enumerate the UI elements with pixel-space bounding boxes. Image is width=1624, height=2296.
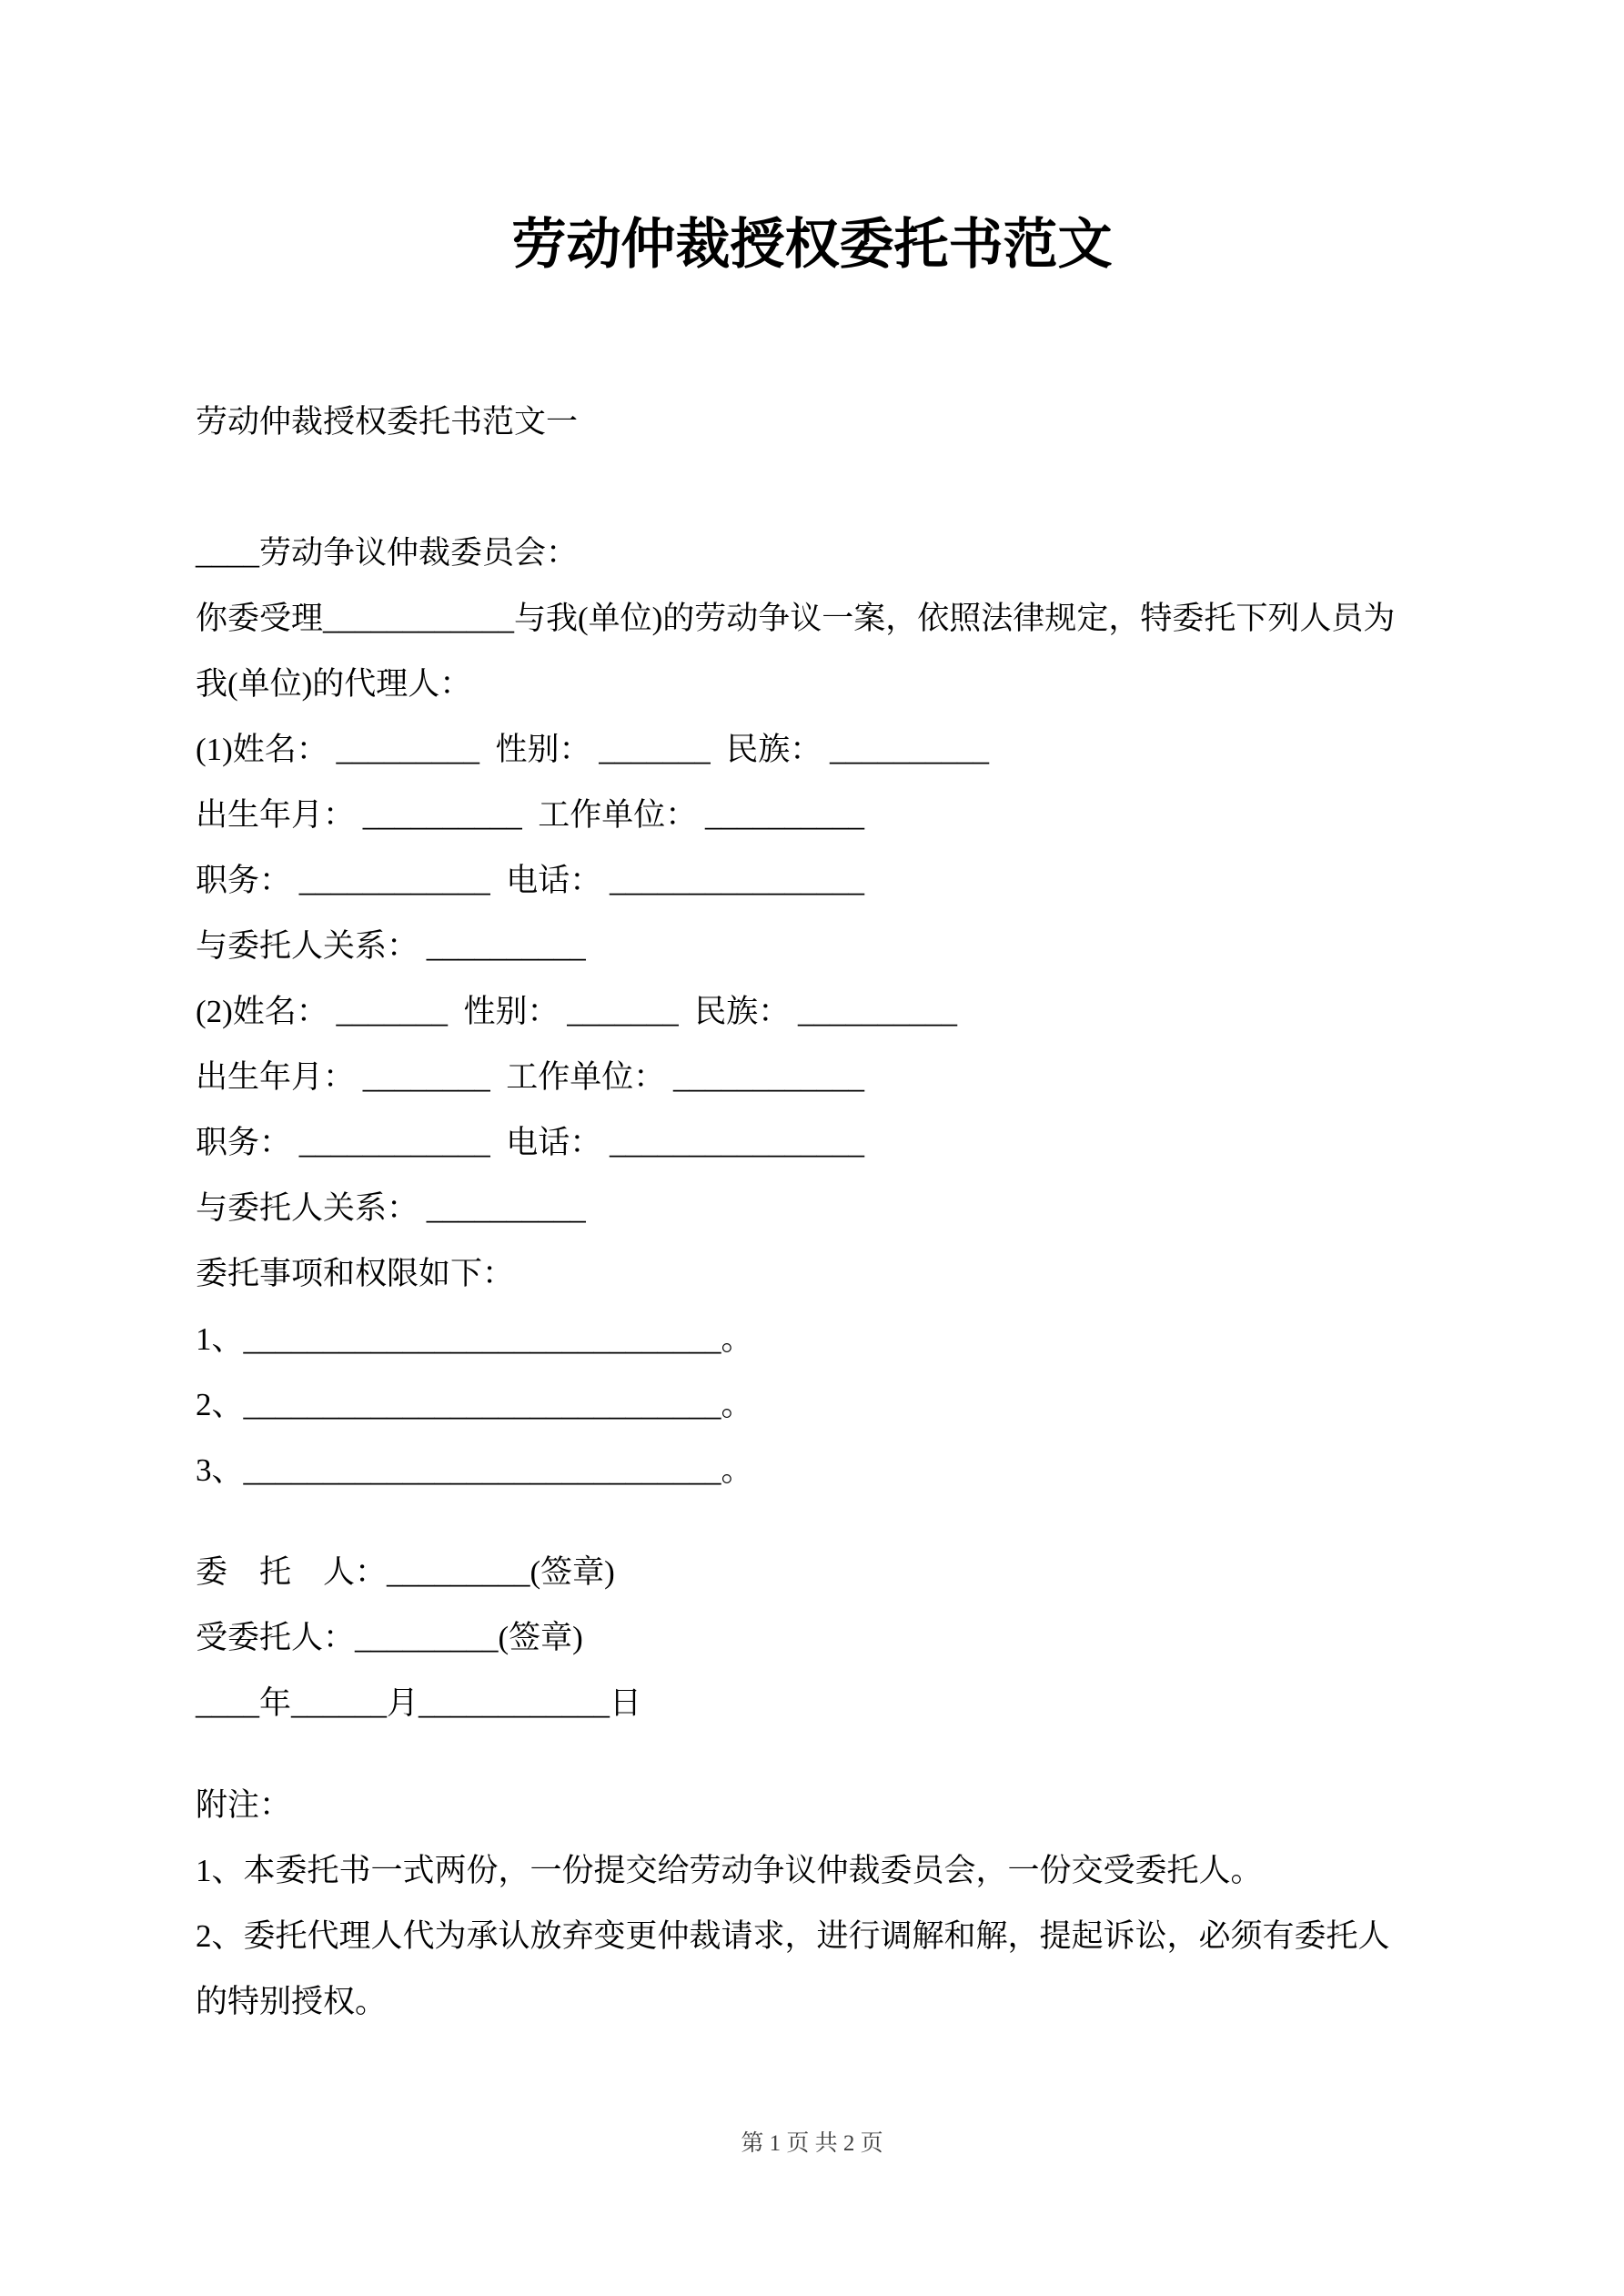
- agent1-relation-row: 与委托人关系： __________: [196, 928, 586, 964]
- agent2-name-row: (2)姓名： _______ 性别： _______ 民族： __________: [196, 994, 958, 1029]
- agent2-job-row: 职务： ____________ 电话： ________________: [196, 1125, 865, 1160]
- opening-line-1: 你委受理____________与我(单位)的劳动争议一案，依照法律规定，特委托下列人员为: [196, 601, 1396, 636]
- agent2-birth-row: 出生年月： ________ 工作单位： ____________: [196, 1059, 865, 1095]
- intro-paragraph: 劳动仲裁授权委托书范文一: [196, 404, 579, 440]
- document-body: [196, 389, 1442, 2035]
- agent1-birth-row: 出生年月： __________ 工作单位： __________: [196, 797, 865, 833]
- agent-signature-row: 受委托人：_________(签章): [196, 1620, 583, 1655]
- agent1-name-row: (1)姓名： _________ 性别： _______ 民族： __________: [196, 732, 990, 767]
- salutation-line: ____劳动争议仲裁委员会：: [196, 535, 579, 571]
- agent1-job-row: 职务： ____________ 电话： ________________: [196, 863, 865, 898]
- note-2-line-2: 的特别授权。: [196, 1984, 388, 2019]
- authorization-item-1: 1、______________________________。: [196, 1321, 753, 1357]
- note-1: 1、本委托书一式两份，一份提交给劳动争议仲裁委员会，一份交受委托人。: [196, 1853, 1263, 1888]
- date-row: ____年______月____________日: [196, 1685, 642, 1721]
- note-2-line-1: 2、委托代理人代为承认放弃变更仲裁请求，进行调解和解，提起诉讼，必须有委托人: [196, 1918, 1390, 1954]
- blank-line: [196, 1503, 1442, 1540]
- agent2-relation-row: 与委托人关系： __________: [196, 1190, 586, 1226]
- principal-signature-row: 委 托 人：_________(签章): [196, 1554, 615, 1590]
- page-number-indicator: 第 1 页 共 2 页: [741, 2131, 883, 2156]
- page-title: 劳动仲裁授权委托书范文: [511, 215, 1113, 275]
- opening-line-2: 我(单位)的代理人：: [196, 666, 472, 702]
- blank-line: [196, 1736, 1442, 1773]
- notes-heading: 附注：: [196, 1787, 292, 1823]
- authorization-heading: 委托事项和权限如下：: [196, 1256, 515, 1291]
- authorization-item-3: 3、______________________________。: [196, 1452, 753, 1488]
- blank-line: [196, 455, 1442, 521]
- authorization-item-2: 2、______________________________。: [196, 1387, 753, 1422]
